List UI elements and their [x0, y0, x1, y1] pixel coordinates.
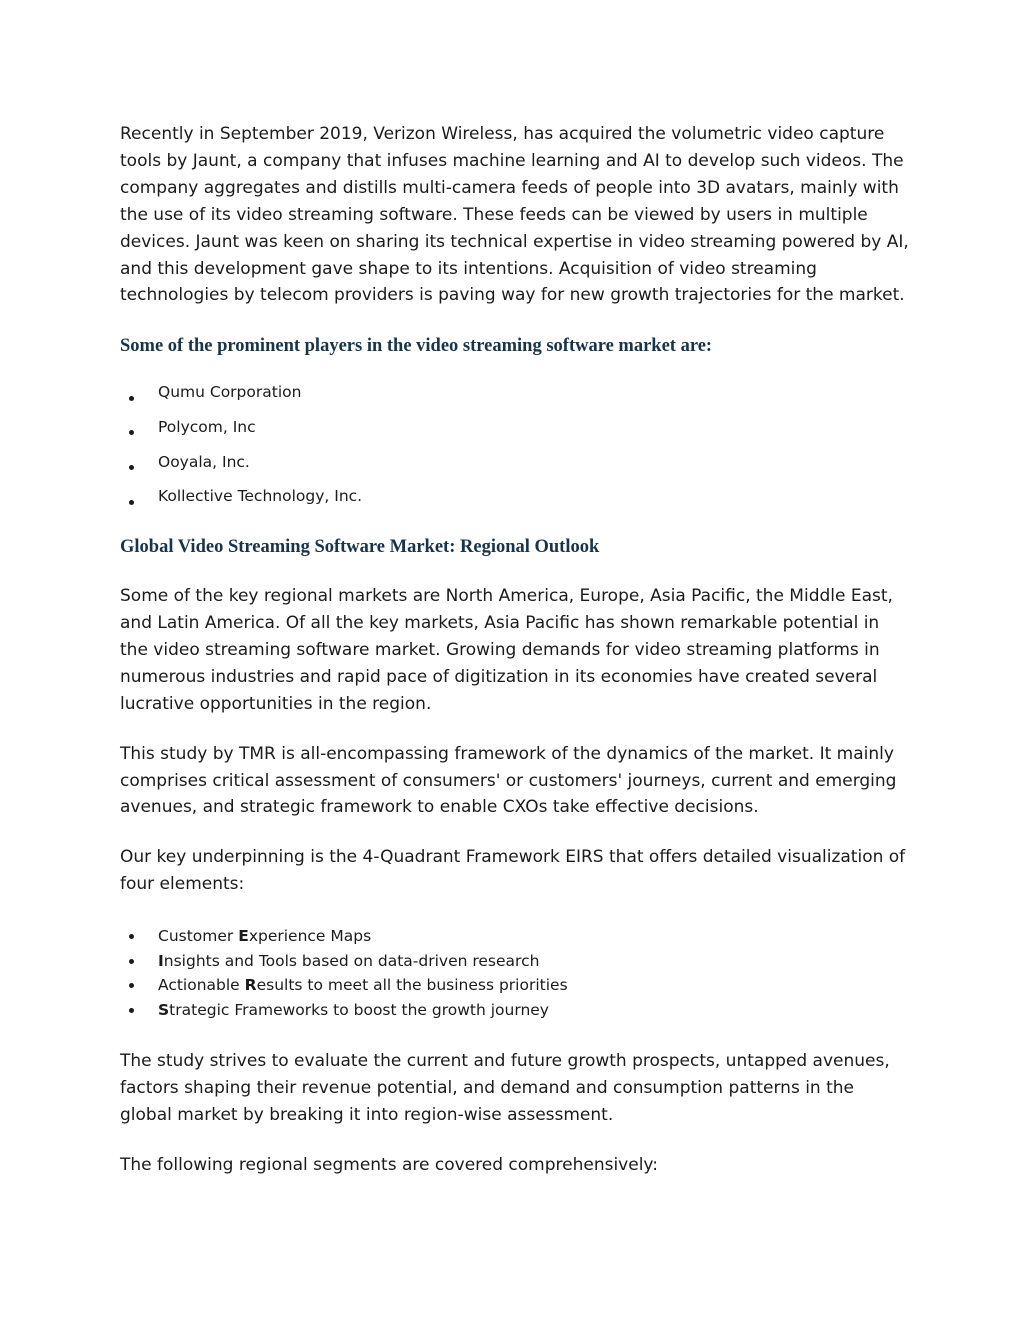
intro-paragraph: Recently in September 2019, Verizon Wireless, has acquired the volumetric video capture tools by Jaunt, a company that infuses machine learning and AI to develop such videos. The company aggregates and distills multi-camera feeds of people into 3D avatars, mainly with the use of its video streaming software. These feeds can be viewed by users in multiple devices. Jaunt was keen on sharing its technical expertise in video streaming powered by AI, and this development gave shape to its intentions. Acquisition of video streaming technologies by telecom providers is paving way for new growth trajectories for the market.: [120, 124, 909, 306]
eirs-after: esults to meet all the business priorities: [256, 976, 568, 995]
player-name: Qumu Corporation: [158, 383, 302, 402]
eirs-after: nsights and Tools based on data-driven research: [163, 951, 540, 970]
bullet-icon: [129, 1008, 134, 1013]
player-name: Ooyala, Inc.: [158, 452, 250, 471]
eirs-before: Actionable: [158, 976, 245, 995]
eirs-after: trategic Frameworks to boost the growth journey: [169, 1000, 549, 1019]
player-name: Kollective Technology, Inc.: [158, 487, 363, 506]
regional-paragraph: Some of the key regional markets are North America, Europe, Asia Pacific, the Middle East, and Latin America. Of all the key markets, Asia Pacific has shown remarkable potential in the video streaming software market. Growing demands for video streaming platforms in numerous industries and rapid pace of digitization in its economies have created several lucrative opportunities in the region.: [120, 586, 893, 714]
bullet-icon: [129, 430, 134, 435]
framework-paragraph: Our key underpinning is the 4-Quadrant Framework EIRS that offers detailed visualization of four elements:: [120, 847, 906, 895]
regional-outlook-heading: Global Video Streaming Software Market: Regional Outlook: [120, 537, 600, 558]
document-content: [120, 121, 910, 1179]
list-item: [120, 973, 910, 998]
list-item: [120, 949, 910, 974]
evaluate-paragraph: The study strives to evaluate the current and future growth prospects, untapped avenues, factors shaping their revenue potential, and demand and consumption patterns in the global market by breaking it into region-wise assessment.: [120, 1051, 890, 1125]
eirs-list: [120, 924, 910, 1022]
list-item: [120, 998, 910, 1023]
list-item: [120, 415, 910, 450]
bullet-icon: [129, 959, 134, 964]
eirs-letter: R: [244, 976, 257, 995]
players-heading: Some of the prominent players in the video streaming software market are:: [120, 336, 713, 357]
bullet-icon: [129, 465, 134, 470]
eirs-letter: I: [158, 951, 164, 970]
bullet-icon: [129, 934, 134, 939]
list-item: [120, 484, 910, 519]
players-list: [120, 380, 910, 519]
list-item: [120, 924, 910, 949]
list-item: [120, 380, 910, 415]
bullet-icon: [129, 396, 134, 401]
bullet-icon: [129, 500, 134, 505]
eirs-letter: E: [238, 927, 249, 946]
eirs-before: Customer: [158, 927, 239, 946]
eirs-after: xperience Maps: [248, 927, 372, 946]
eirs-letter: S: [158, 1000, 170, 1019]
study-paragraph: This study by TMR is all-encompassing framework of the dynamics of the market. It mainly comprises critical assessment of consumers' or customers' journeys, current and emerging avenues, and strategic framework to enable CXOs take effective decisions.: [120, 743, 897, 818]
regional-segments-paragraph: The following regional segments are covered comprehensively:: [120, 1154, 658, 1175]
bullet-icon: [129, 983, 134, 988]
player-name: Polycom, Inc: [158, 418, 256, 437]
list-item: [120, 450, 910, 485]
